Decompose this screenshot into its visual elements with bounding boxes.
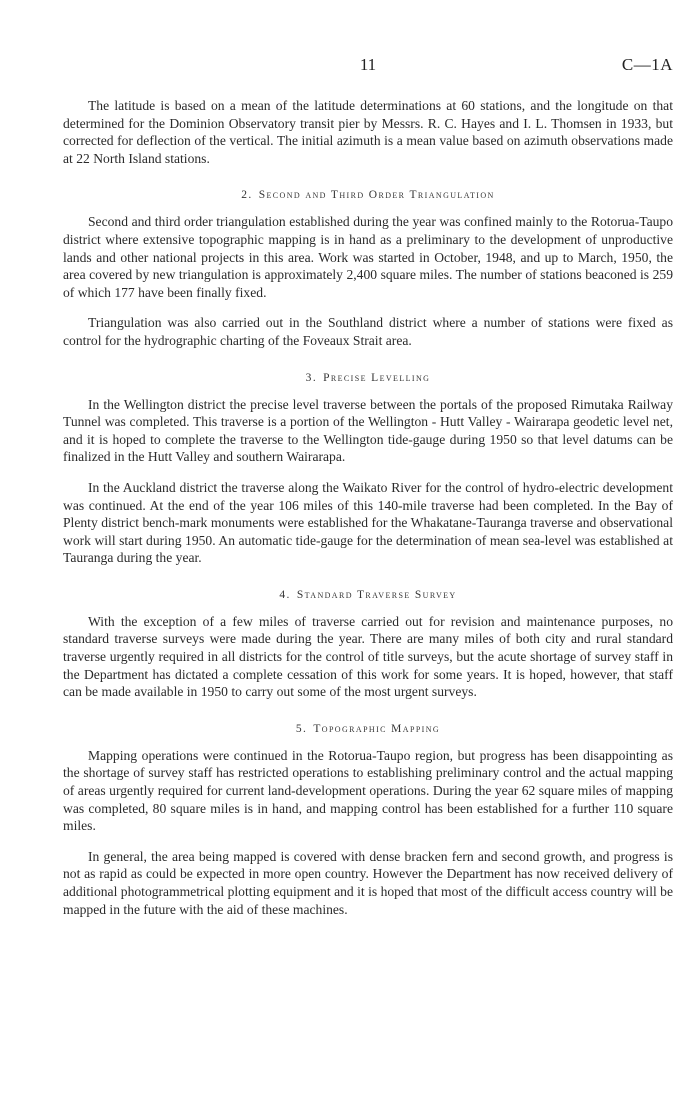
section-title: Precise Levelling bbox=[323, 371, 431, 384]
intro-section bbox=[63, 97, 673, 167]
paragraph: Second and third order triangulation established during the year was confined mainly to the Rotorua-Taupo district where extensive topographic mapping is in hand as a preliminary to the development of unproductive lands and other national projects in this area. Work was started in October, 1948, and up to March, 1950, the area covered by new triangulation is approximately 2,400 square miles. The number of stations beaconed is 259 of which 177 have been finally fixed. bbox=[63, 214, 673, 300]
paragraph: In the Wellington district the precise level traverse between the portals of the proposed Rimutaka Railway Tunnel was completed. This traverse is a portion of the Wellington - Hutt Valley - Wairarapa geodetic level net, and it is hoped to complete the traverse to the Wellington tide-gauge during 1950 so that level datums can be finalized in the Hutt Valley and southern Wairarapa. bbox=[63, 396, 673, 465]
paragraph: Triangulation was also carried out in the Southland district where a number of stations were fixed as control for the hydrographic charting of the Foveaux Strait area. bbox=[63, 315, 673, 348]
section-triangulation bbox=[63, 189, 673, 349]
section-heading bbox=[63, 189, 673, 201]
section-number: 2. bbox=[241, 189, 253, 202]
section-title: Standard Traverse Survey bbox=[296, 588, 457, 601]
section-number: 3. bbox=[305, 371, 318, 384]
section-precise-levelling bbox=[63, 372, 673, 567]
paragraph: With the exception of a few miles of traverse carried out for revision and maintenance purposes, no standard traverse surveys were made during the year. There are many miles of both city and rural standard traverse urgently required in all districts for the control of title surveys, but the acute shortage of survey staff in the Department has dictated a complete cessation of this work for some years. It is hoped, however, that staff can be made available in 1950 to carry out some of the most urgent surveys. bbox=[63, 613, 673, 700]
section-topographic-mapping bbox=[63, 723, 673, 918]
section-heading bbox=[63, 372, 673, 384]
document-code: C—1A bbox=[621, 55, 673, 74]
section-number: 5. bbox=[295, 722, 308, 735]
section-title: Topographic Mapping bbox=[313, 722, 441, 735]
section-heading bbox=[63, 723, 673, 735]
page-number: 11 bbox=[359, 55, 377, 74]
paragraph: Mapping operations were continued in the Rotorua-Taupo region, but progress has been disappointing as the shortage of survey staff has restricted operations to establishing preliminary control and the actual mapping of areas urgently required for current land-development operations. During the year 62 square miles of mapping was completed, 80 square miles is in hand, and mapping control has been established for a further 110 square miles. bbox=[63, 747, 673, 834]
section-number: 4. bbox=[279, 588, 291, 601]
section-title: Second and Third Order Triangulation bbox=[258, 189, 495, 202]
section-standard-traverse bbox=[63, 589, 673, 701]
paragraph: The latitude is based on a mean of the latitude determinations at 60 stations, and the longitude on that determined for the Dominion Observatory transit pier by Messrs. R. C. Hayes and I. L. Thomsen in 1933, but corrected for deflection of the vertical. The initial azimuth is a mean value based on azimuth observations made at 22 North Island stations. bbox=[63, 98, 673, 166]
document-page bbox=[63, 55, 673, 931]
paragraph: In the Auckland district the traverse along the Waikato River for the control of hydro-electric development was continued. At the end of the year 106 miles of this 140-mile traverse had been completed. In the Bay of Plenty district bench-mark monuments were established for the Whakatane-Tauranga traverse and observational work will start during 1950. An automatic tide-gauge for the determination of mean sea-level was established at Tauranga during the year. bbox=[63, 479, 673, 566]
page-header bbox=[63, 55, 673, 85]
section-heading bbox=[63, 589, 673, 601]
paragraph: In general, the area being mapped is covered with dense bracken fern and second growth, and progress is not as rapid as could be expected in more open country. However the Department has now received delivery of additional photogrammetrical plotting equipment and it is hoped that most of the difficult access country will be mapped in the future with the aid of these machines. bbox=[63, 848, 673, 917]
